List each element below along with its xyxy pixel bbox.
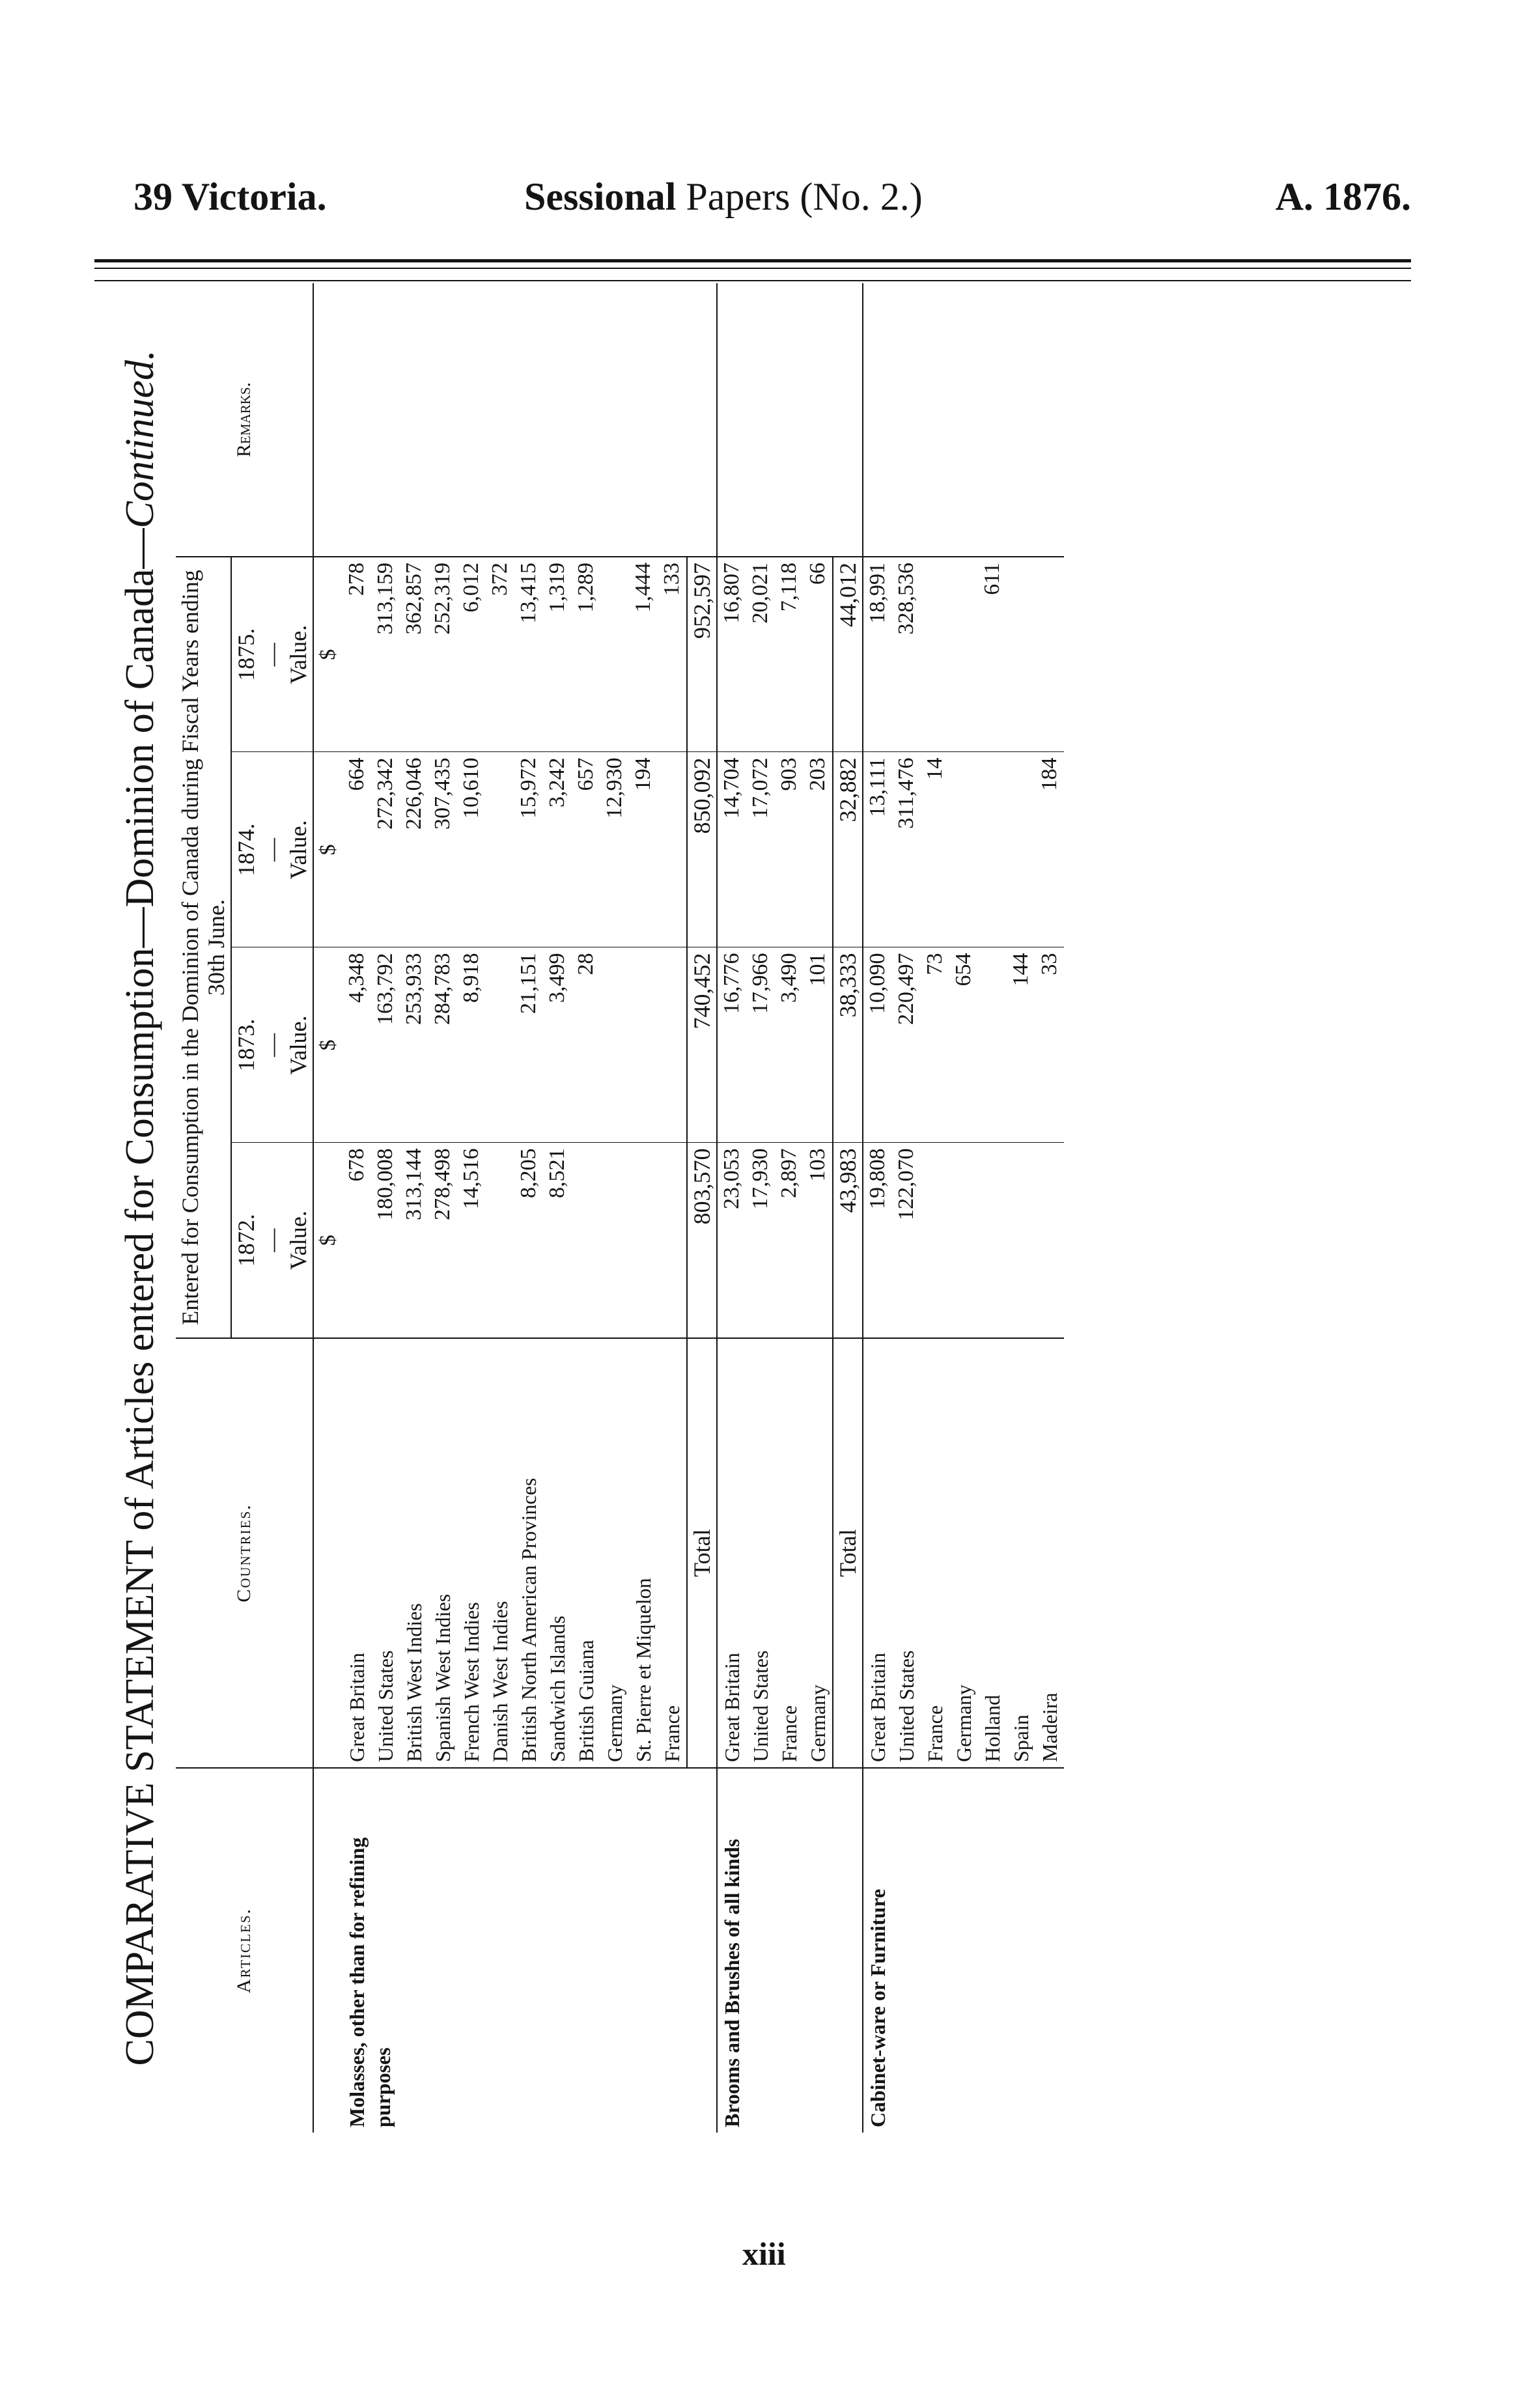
country-cell: France: [921, 1338, 949, 1768]
total-1873: 740,452: [687, 947, 717, 1143]
country-cell: France: [775, 1338, 804, 1768]
currency-1875: $: [313, 557, 343, 752]
value-1872: 8,205: [514, 1143, 543, 1338]
country-cell: Spanish West Indies: [428, 1338, 457, 1768]
value-1875: [1035, 557, 1064, 752]
total-label: Total: [687, 1338, 717, 1768]
total-1875: 44,012: [833, 557, 863, 752]
value-1875: [1007, 557, 1035, 752]
session-label: 39 Victoria.: [133, 175, 327, 218]
country-cell: Germany: [949, 1338, 978, 1768]
value-1873: 17,966: [746, 947, 775, 1143]
remarks-header: Remarks.: [176, 283, 313, 557]
value-1873: 654: [949, 947, 978, 1143]
value-1875: 372: [486, 557, 514, 752]
value-1872: 180,008: [371, 1143, 400, 1338]
table-row: [343, 283, 371, 2133]
year-header-1873: 1873. — Value.: [231, 947, 313, 1143]
value-1873: 10,090: [863, 947, 892, 1143]
value-1872: 8,521: [543, 1143, 572, 1338]
value-1874: [978, 752, 1007, 947]
value-1875: 6,012: [457, 557, 486, 752]
country-cell: Germany: [600, 1338, 629, 1768]
value-1875: [949, 557, 978, 752]
value-1874: 15,972: [514, 752, 543, 947]
value-1874: [486, 752, 514, 947]
value-1874: 226,046: [400, 752, 428, 947]
value-1872: [1007, 1143, 1035, 1338]
total-row: [687, 283, 717, 2133]
value-1873: 163,792: [371, 947, 400, 1143]
value-1872: 2,897: [775, 1143, 804, 1338]
rotated-statement: [117, 283, 1367, 2133]
header-row-1: [176, 283, 231, 2133]
value-1872: 19,808: [863, 1143, 892, 1338]
page-number: xiii: [742, 2235, 786, 2272]
year-label: A. 1876.: [1275, 175, 1411, 218]
value-1873: [600, 947, 629, 1143]
value-1872: 23,053: [717, 1143, 746, 1338]
articles-header: Articles.: [176, 1768, 313, 2133]
value-1872: 313,144: [400, 1143, 428, 1338]
country-cell: Holland: [978, 1338, 1007, 1768]
value-1875: 313,159: [371, 557, 400, 752]
statement-title: [117, 283, 163, 2133]
value-1875: 278: [343, 557, 371, 752]
year-header-1874: 1874. — Value.: [231, 752, 313, 947]
article-brooms: Brooms and Brushes of all kinds: [717, 1768, 833, 2133]
country-cell: Germany: [804, 1338, 833, 1768]
value-1875: 66: [804, 557, 833, 752]
value-1872: 678: [343, 1143, 371, 1338]
value-1874: 307,435: [428, 752, 457, 947]
value-1874: 194: [629, 752, 658, 947]
value-1874: [1007, 752, 1035, 947]
value-1873: 144: [1007, 947, 1035, 1143]
value-1875: [600, 557, 629, 752]
value-1873: 4,348: [343, 947, 371, 1143]
value-1875: 20,021: [746, 557, 775, 752]
total-1875: 952,597: [687, 557, 717, 752]
value-1873: 33: [1035, 947, 1064, 1143]
value-1872: 122,070: [892, 1143, 921, 1338]
value-1875: 611: [978, 557, 1007, 752]
value-1875: 16,807: [717, 557, 746, 752]
country-cell: Great Britain: [343, 1338, 371, 1768]
country-cell: Great Britain: [863, 1338, 892, 1768]
article-cabinet-ware: Cabinet-ware or Furniture: [863, 1768, 1064, 2133]
value-1873: [486, 947, 514, 1143]
value-1872: 14,516: [457, 1143, 486, 1338]
value-1873: 28: [572, 947, 600, 1143]
value-1874: 17,072: [746, 752, 775, 947]
value-1875: 1,289: [572, 557, 600, 752]
title-main: COMPARATIVE STATEMENT of Articles entered for Consumption—Dominion of Canada—: [118, 528, 162, 2066]
country-cell: Great Britain: [717, 1338, 746, 1768]
countries-header: Countries.: [176, 1338, 313, 1768]
value-1873: [629, 947, 658, 1143]
value-1874: [658, 752, 687, 947]
country-cell: United States: [746, 1338, 775, 1768]
country-cell: Madeira: [1035, 1338, 1064, 1768]
remarks-cell: [343, 283, 717, 557]
value-1875: 1,444: [629, 557, 658, 752]
country-cell: British West Indies: [400, 1338, 428, 1768]
value-1872: 103: [804, 1143, 833, 1338]
value-1873: 16,776: [717, 947, 746, 1143]
value-1875: 18,991: [863, 557, 892, 752]
value-1873: 3,499: [543, 947, 572, 1143]
value-1875: 362,857: [400, 557, 428, 752]
value-1874: 10,610: [457, 752, 486, 947]
country-cell: French West Indies: [457, 1338, 486, 1768]
value-1875: 328,536: [892, 557, 921, 752]
value-1872: [600, 1143, 629, 1338]
value-1874: 903: [775, 752, 804, 947]
currency-row: [313, 283, 343, 2133]
currency-1873: $: [313, 947, 343, 1143]
value-1872: [921, 1143, 949, 1338]
value-1872: [1035, 1143, 1064, 1338]
country-cell: British Guiana: [572, 1338, 600, 1768]
value-1872: 17,930: [746, 1143, 775, 1338]
total-row: [833, 283, 863, 2133]
value-1873: 220,497: [892, 947, 921, 1143]
papers-number: Papers (No. 2.): [676, 175, 923, 218]
country-cell: Spain: [1007, 1338, 1035, 1768]
value-1874: 3,242: [543, 752, 572, 947]
year-header-1875: 1875. — Value.: [231, 557, 313, 752]
country-cell: France: [658, 1338, 687, 1768]
total-1874: 32,882: [833, 752, 863, 947]
article-molasses: Molasses, other than for refining purposes: [343, 1768, 687, 2133]
value-1875: [921, 557, 949, 752]
value-1874: 311,476: [892, 752, 921, 947]
total-1873: 38,333: [833, 947, 863, 1143]
value-1874: 12,930: [600, 752, 629, 947]
value-1873: 73: [921, 947, 949, 1143]
country-cell: United States: [371, 1338, 400, 1768]
value-1875: 133: [658, 557, 687, 752]
value-1874: 203: [804, 752, 833, 947]
table-row: [717, 283, 746, 2133]
statement-table: [176, 283, 1064, 2133]
country-cell: British North American Provinces: [514, 1338, 543, 1768]
value-1874: 272,342: [371, 752, 400, 947]
table-row: [863, 283, 892, 2133]
country-cell: St. Pierre et Miquelon: [629, 1338, 658, 1768]
value-1872: [486, 1143, 514, 1338]
value-1875: 13,415: [514, 557, 543, 752]
total-label: Total: [833, 1338, 863, 1768]
value-1874: 657: [572, 752, 600, 947]
currency-1874: $: [313, 752, 343, 947]
country-cell: Danish West Indies: [486, 1338, 514, 1768]
remarks-cell: [863, 283, 1064, 557]
value-1874: 13,111: [863, 752, 892, 947]
value-1874: 184: [1035, 752, 1064, 947]
title-continued: Continued.: [118, 350, 162, 529]
remarks-cell: [717, 283, 863, 557]
value-1873: 253,933: [400, 947, 428, 1143]
value-1875: 7,118: [775, 557, 804, 752]
total-1872: 803,570: [687, 1143, 717, 1338]
total-1874: 850,092: [687, 752, 717, 947]
value-1873: 8,918: [457, 947, 486, 1143]
currency-1872: $: [313, 1143, 343, 1338]
value-1872: [978, 1143, 1007, 1338]
value-1872: 278,498: [428, 1143, 457, 1338]
value-1873: [978, 947, 1007, 1143]
value-1874: 14: [921, 752, 949, 947]
value-1875: 1,319: [543, 557, 572, 752]
country-cell: Sandwich Islands: [543, 1338, 572, 1768]
value-1872: [629, 1143, 658, 1338]
value-1874: 664: [343, 752, 371, 947]
country-cell: United States: [892, 1338, 921, 1768]
sessional-word: Sessional: [524, 175, 677, 218]
value-1873: [658, 947, 687, 1143]
value-1875: 252,319: [428, 557, 457, 752]
value-1873: 21,151: [514, 947, 543, 1143]
value-1873: 101: [804, 947, 833, 1143]
value-1874: 14,704: [717, 752, 746, 947]
value-1873: 3,490: [775, 947, 804, 1143]
fiscal-years-header: Entered for Consumption in the Dominion of Canada during Fiscal Years ending 30th June.: [176, 557, 231, 1338]
value-1872: [658, 1143, 687, 1338]
total-1872: 43,983: [833, 1143, 863, 1338]
value-1872: [572, 1143, 600, 1338]
value-1874: [949, 752, 978, 947]
value-1873: 284,783: [428, 947, 457, 1143]
value-1872: [949, 1143, 978, 1338]
year-header-1872: 1872. — Value.: [231, 1143, 313, 1338]
